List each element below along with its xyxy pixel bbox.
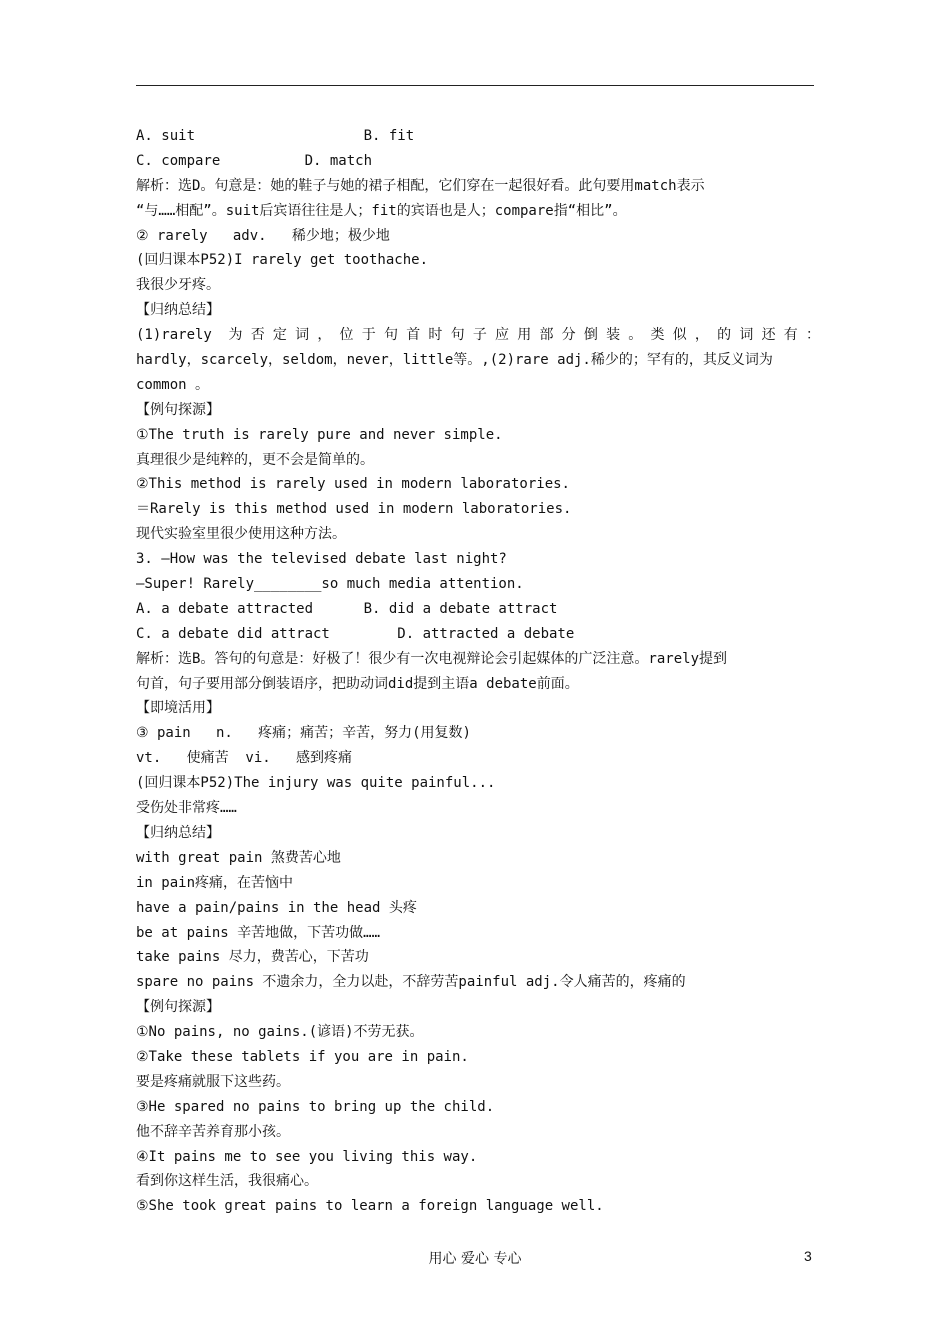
summary-line: hardly，scarcely，seldom，never，little等。,(2)rare adj.稀少的；罕有的，其反义词为 bbox=[136, 352, 773, 369]
translation-line: 受伤处非常疼…… bbox=[136, 800, 237, 817]
section-heading: 【归纳总结】 bbox=[136, 824, 220, 841]
example-sentence: ＝Rarely is this method used in modern laboratories. bbox=[136, 501, 572, 518]
translation-line: 他不辞辛苦养育那小孩。 bbox=[136, 1123, 290, 1140]
analysis-line: 解析：选B。答句的句意是：好极了！很少有一次电视辩论会引起媒体的广泛注意。rarely提到 bbox=[136, 650, 727, 667]
phrase-line: with great pain 煞费苦心地 bbox=[136, 849, 341, 866]
vocab-heading: ② rarely adv. 稀少地；极少地 bbox=[136, 227, 390, 244]
footer-motto: 用心 爱心 专心 bbox=[428, 1251, 522, 1267]
analysis-line: 句首，句子要用部分倒装语序，把助动词did提到主语a debate前面。 bbox=[136, 675, 579, 692]
option-line: C. compare D. match bbox=[136, 152, 373, 169]
textbook-example: (回归课本P52)I rarely get toothache. bbox=[136, 252, 429, 269]
translation-line: 看到你这样生活，我很痛心。 bbox=[136, 1173, 318, 1190]
section-heading: 【即境活用】 bbox=[136, 700, 220, 717]
summary-line: (1)rarely 为否定词，位于句首时句子应用部分倒装。类似，的词还有： bbox=[136, 327, 820, 344]
phrase-line: be at pains 辛苦地做，下苦功做…… bbox=[136, 924, 381, 941]
question-line: —Super! Rarely________so much media attention. bbox=[136, 576, 524, 593]
header-rule bbox=[136, 85, 814, 86]
translation-line: 真理很少是纯粹的，更不会是简单的。 bbox=[136, 451, 374, 468]
example-sentence: ②This method is rarely used in modern laboratories. bbox=[136, 476, 570, 493]
option-line: A. suit B. fit bbox=[136, 128, 415, 144]
example-sentence: ③He spared no pains to bring up the child. bbox=[136, 1098, 495, 1115]
option-line: C. a debate did attract D. attracted a debate bbox=[136, 625, 575, 642]
phrase-line: spare no pains 不遗余力，全力以赴，不辞劳苦painful adj.令人痛苦的，疼痛的 bbox=[136, 974, 686, 991]
translation-line: 现代实验室里很少使用这种方法。 bbox=[136, 526, 346, 543]
example-sentence: ①The truth is rarely pure and never simple. bbox=[136, 426, 503, 443]
option-line: A. a debate attracted B. did a debate attract bbox=[136, 600, 558, 617]
page-body bbox=[136, 124, 820, 1219]
page-number: 3 bbox=[804, 1248, 812, 1264]
textbook-example: (回归课本P52)The injury was quite painful... bbox=[136, 775, 496, 792]
question-line: 3. —How was the televised debate last night? bbox=[136, 551, 507, 568]
example-sentence: ①No pains, no gains.(谚语)不劳无获。 bbox=[136, 1024, 424, 1041]
example-sentence: ②Take these tablets if you are in pain. bbox=[136, 1048, 469, 1065]
analysis-line: “与……相配”。suit后宾语往往是人；fit的宾语也是人；compare指“相比”。 bbox=[136, 202, 627, 219]
section-heading: 【例句探源】 bbox=[136, 999, 220, 1016]
vocab-definition: vt. 使痛苦 vi. 感到疼痛 bbox=[136, 750, 353, 767]
phrase-line: take pains 尽力，费苦心，下苦功 bbox=[136, 949, 369, 966]
phrase-line: in pain疼痛，在苦恼中 bbox=[136, 874, 294, 891]
example-sentence: ④It pains me to see you living this way. bbox=[136, 1148, 478, 1165]
section-heading: 【归纳总结】 bbox=[136, 302, 220, 319]
phrase-line: have a pain/pains in the head 头疼 bbox=[136, 899, 417, 916]
vocab-heading: ③ pain n. 疼痛；痛苦；辛苦，努力(用复数) bbox=[136, 725, 471, 742]
analysis-line: 解析：选D。句意是：她的鞋子与她的裙子相配，它们穿在一起很好看。此句要用match表示 bbox=[136, 177, 705, 194]
section-heading: 【例句探源】 bbox=[136, 401, 220, 418]
translation-line: 要是疼痛就服下这些药。 bbox=[136, 1073, 290, 1090]
summary-line: common 。 bbox=[136, 376, 210, 393]
translation-line: 我很少牙疼。 bbox=[136, 277, 220, 294]
example-sentence: ⑤She took great pains to learn a foreign language well. bbox=[136, 1198, 604, 1215]
